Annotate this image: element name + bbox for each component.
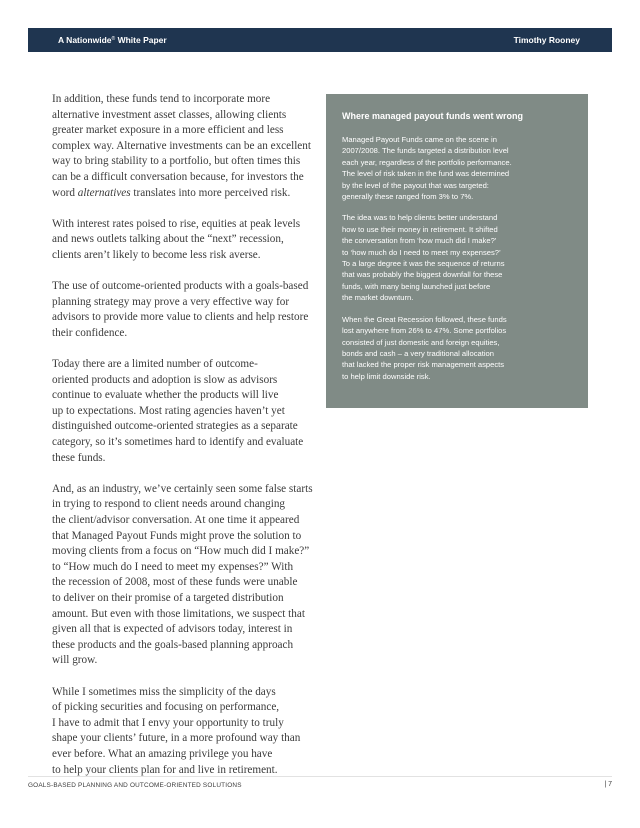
body-line: greater market exposure in a more efficient and less — [52, 124, 284, 137]
body-text: word — [52, 186, 78, 199]
sidebar-title: Where managed payout funds went wrong — [342, 111, 524, 121]
body-line: oriented products and adoption is slow as advisors — [52, 373, 278, 386]
body-line: Today there are a limited number of outcome- — [52, 358, 258, 371]
body-paragraph-6 — [52, 685, 320, 779]
emphasized-word: alternatives — [77, 186, 131, 199]
header-doc-type: White Paper — [115, 35, 167, 45]
body-line: And, as an industry, we’ve certainly seen some false starts — [52, 482, 313, 495]
body-line: the recession of 2008, most of these funds were unable — [52, 576, 298, 589]
header-bar — [28, 28, 612, 52]
footer-title: GOALS-BASED PLANNING AND OUTCOME-ORIENTED SOLUTIONS — [28, 782, 242, 789]
body-line: amount. But even with those limitations, we suspect that — [52, 607, 305, 620]
body-paragraph-2 — [52, 217, 320, 264]
body-line: With interest rates poised to rise, equities at peak levels — [52, 217, 301, 230]
body-line: in trying to respond to client needs around changing — [52, 498, 286, 511]
body-paragraph-3 — [52, 279, 320, 341]
body-line: In addition, these funds tend to incorporate more — [52, 93, 271, 105]
body-line: category, so it’s sometimes hard to identify and evaluate — [52, 436, 304, 449]
body-line: planning strategy may prove a very effective way for — [52, 295, 290, 308]
body-line: alternative investment asset classes, allowing clients — [52, 108, 287, 121]
sidebar-line: funds, with many being launched just before — [342, 281, 491, 291]
body-line: the client/advisor conversation. At one time it appeared — [52, 514, 300, 527]
body-line: to deliver on their promise of a targeted distribution — [52, 592, 284, 604]
body-line: moving clients from a focus on “How much did I make?” — [52, 545, 310, 558]
sidebar-line: consisted of just domestic and foreign equities, — [342, 337, 500, 347]
body-line: these products and the goals-based planning approach — [52, 638, 294, 651]
body-line: I have to admit that I envy your opportunity to truly — [52, 716, 284, 729]
body-line: and news outlets talking about the “next” recession, — [52, 233, 284, 246]
body-line: given all that is expected of advisors today, interest in — [52, 623, 293, 636]
sidebar-line: The level of risk taken in the fund was determined — [342, 169, 510, 179]
sidebar-line: Managed Payout Funds came on the scene in — [342, 135, 497, 144]
body-line: shape your clients’ future, in a more profound way than — [52, 732, 301, 745]
sidebar-line: the market downturn. — [342, 293, 414, 303]
sidebar-line: 2007/2008. The funds targeted a distribution level — [342, 146, 509, 156]
sidebar-line: each year, regardless of the portfolio performance. — [342, 157, 512, 167]
body-paragraph-1 — [52, 92, 320, 201]
body-line: way to bring stability to a portfolio, but often times this — [52, 155, 301, 168]
sidebar-line: When the Great Recession followed, these funds — [342, 314, 507, 324]
body-line: to help your clients plan for and live in retirement. — [52, 763, 278, 776]
sidebar-line: that was probably the biggest downfall for these — [342, 270, 503, 280]
sidebar-line: to ‘how much do I need to meet my expenses?’ — [342, 247, 501, 257]
body-line: The use of outcome-oriented products with a goals-based — [52, 280, 309, 293]
sidebar-line: how to use their money in retirement. It shifted — [342, 224, 498, 234]
body-line: complex way. Alternative investments can be an excellent — [52, 139, 311, 152]
body-paragraph-5 — [52, 482, 320, 669]
registered-mark: ® — [111, 36, 116, 42]
body-line: While I sometimes miss the simplicity of the days — [52, 685, 276, 698]
sidebar-paragraph-2 — [342, 212, 572, 303]
body-column — [52, 92, 320, 794]
sidebar-line: lost anywhere from 26% to 47%. Some portfolios — [342, 326, 507, 336]
body-paragraph-4 — [52, 357, 320, 466]
header-brand: A Nationwide — [58, 35, 112, 45]
sidebar-callout-box — [326, 94, 588, 408]
body-line: clients aren’t likely to become less risk averse. — [52, 248, 261, 261]
body-line: ever before. What an amazing privilege you have — [52, 747, 273, 760]
sidebar-paragraph-3 — [342, 314, 572, 382]
sidebar-line: to help limit downside risk. — [342, 371, 431, 381]
body-line: can be a difficult conversation because, for investors the — [52, 170, 304, 183]
sidebar-paragraph-1 — [342, 134, 572, 202]
footer-divider — [28, 776, 612, 777]
body-line: these funds. — [52, 451, 106, 464]
header-doc-label — [58, 35, 167, 45]
body-line: up to expectations. Most rating agencies haven’t yet — [52, 404, 285, 417]
sidebar-line: generally these ranged from 3% to 7%. — [342, 192, 474, 202]
sidebar-line: by the level of the payout that was targeted: — [342, 180, 489, 190]
sidebar-line: To a large degree it was the sequence of returns — [342, 259, 505, 269]
sidebar-line: the conversation from ‘how much did I make?’ — [342, 236, 497, 246]
page-number: | 7 — [604, 781, 612, 788]
body-line: continue to evaluate whether the products will live — [52, 389, 279, 402]
sidebar-line: bonds and cash – a very traditional allocation — [342, 348, 494, 358]
body-line: their confidence. — [52, 326, 128, 339]
body-line: will grow. — [52, 654, 98, 667]
body-line: distinguished outcome-oriented strategies as a separate — [52, 420, 298, 433]
body-line — [52, 186, 320, 202]
sidebar-line: The idea was to help clients better understand — [342, 213, 498, 223]
body-line: of picking securities and focusing on performance, — [52, 701, 280, 714]
body-line: to “How much do I need to meet my expenses?” With — [52, 560, 294, 573]
body-line: advisors to provide more value to clients and help restore — [52, 311, 309, 324]
header-author: Timothy Rooney — [513, 35, 580, 45]
body-line: that Managed Payout Funds might prove the solution to — [52, 529, 302, 542]
body-text: translates into more perceived risk. — [130, 186, 291, 199]
sidebar-line: that lacked the proper risk management aspects — [342, 360, 505, 370]
